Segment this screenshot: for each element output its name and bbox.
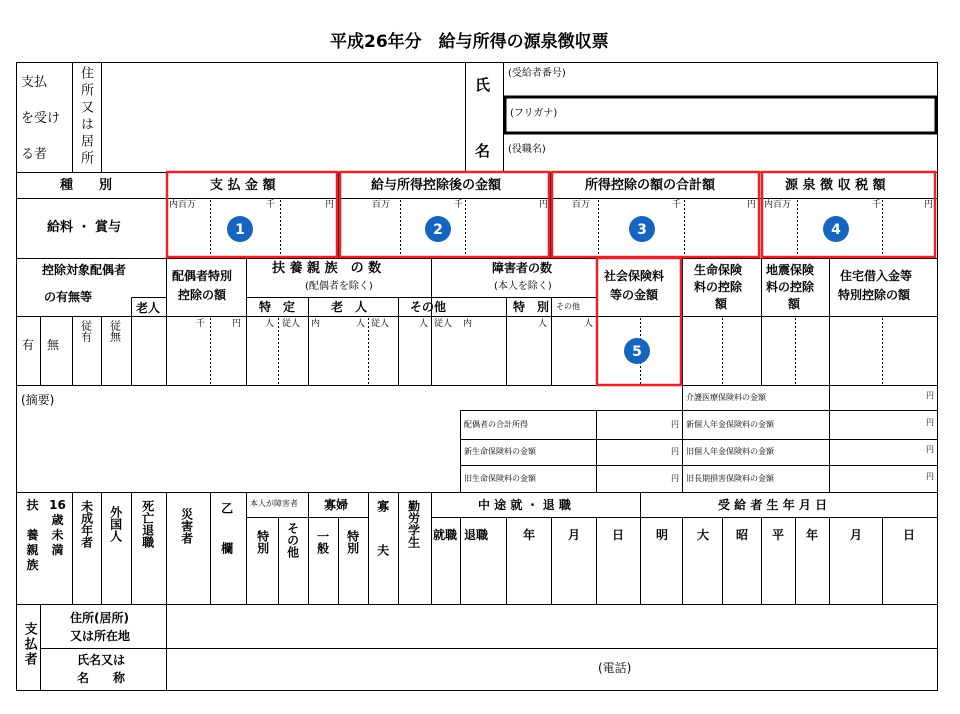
elder-unit-jyunin: 従人 (371, 319, 390, 329)
marker-5-label: 5 (632, 344, 642, 360)
under16-char: 族 (26, 558, 39, 572)
address-label: 住所又は居所 (78, 66, 93, 168)
new-life-label: 新生命保険料の金額 (464, 447, 536, 456)
spouse-income-unit-en: 円 (671, 420, 679, 429)
foreigner-label: 外国人 (108, 506, 123, 542)
spouse-income-label: 配偶者の合計所得 (464, 420, 528, 429)
unit-hyakuman-3: 百万 (572, 200, 591, 210)
self-disabled-label: 本人が障害者 (250, 499, 298, 508)
long-term-label: 旧長期損害保険料の金額 (686, 474, 774, 483)
housing-loan-line2: 特別控除の額 (838, 288, 911, 302)
payer-label: 支払者 (21, 622, 37, 667)
disabled-other: その他 (556, 302, 580, 311)
under16-char: 満 (51, 543, 64, 557)
spouse-special-line2: 控除の額 (178, 288, 227, 302)
birth-meiji: 明 (656, 528, 669, 542)
long-term-unit-en: 円 (926, 472, 934, 481)
housing-loan-line1: 住宅借入金等 (840, 269, 913, 283)
disabled-other-unit-nin: 人 (584, 319, 594, 329)
student-label: 勤労学生 (406, 500, 421, 548)
recipient-label-1: 支払 (21, 75, 48, 90)
payer-address-line1: 住所(居所) (70, 611, 129, 625)
unit-uchi-hyakuman-4: 内百万 (764, 200, 792, 210)
birth-showa: 昭 (736, 528, 749, 542)
otsu-label: 乙欄 (219, 502, 234, 582)
life-insurance-line3: 額 (715, 297, 728, 311)
birth-year: 年 (806, 528, 819, 542)
minor-label: 未成年者 (79, 500, 94, 548)
widow-label: 寡婦 (324, 498, 349, 512)
family-other: その他 (410, 300, 447, 314)
disabled-unit-uchi: 内 (463, 319, 473, 329)
social-insurance-line1: 社会保険料 (604, 269, 665, 283)
deduction-total-header: 所得控除の額の合計額 (585, 178, 716, 193)
spouse-special-unit-en: 円 (232, 319, 242, 329)
withholding-tax-header: 源 泉 徴 収 税 額 (785, 178, 886, 193)
old-life-unit-en: 円 (671, 474, 679, 483)
old-pension-label: 旧個人年金保険料の金額 (686, 447, 774, 456)
special-unit-nin: 人 (265, 319, 275, 329)
family-special: 特 定 (259, 300, 296, 314)
under16-char: 養 (26, 528, 39, 542)
recipient-label-3: る者 (21, 147, 48, 162)
unit-sen-3: 千 (672, 200, 682, 210)
earthquake-insurance-line2: 料の控除 (766, 280, 815, 294)
unit-en-1: 円 (325, 200, 335, 210)
under16-label (20, 498, 70, 573)
disabled-subtitle: (本人を除く) (494, 281, 552, 292)
self-disabled-special: 特別 (255, 530, 270, 554)
midyear-month: 月 (568, 528, 581, 542)
under16-char (45, 558, 70, 573)
elderly-label: 老人 (136, 301, 161, 315)
remarks-label: (摘要) (21, 393, 55, 407)
widower-label: 寡夫 (375, 500, 390, 588)
old-pension-unit-en: 円 (926, 445, 934, 454)
marker-1-label: 1 (235, 222, 245, 238)
midyear-day: 日 (612, 528, 625, 542)
unit-sen-1: 千 (266, 200, 276, 210)
self-disabled-other: その他 (285, 522, 300, 558)
family-subtitle: (配偶者を除く) (305, 281, 373, 292)
spouse-special-line1: 配偶者特別 (172, 269, 233, 283)
furigana-box (505, 97, 936, 133)
under16-char: 未 (51, 528, 64, 542)
nursing-unit-en: 円 (926, 391, 934, 400)
unit-en-3: 円 (747, 200, 757, 210)
payer-name-line2: 名 称 (77, 671, 126, 685)
midyear-year: 年 (523, 528, 536, 542)
pay-amount-header: 支 払 金 額 (210, 178, 276, 193)
jyu-mu-label: 従無 (108, 320, 122, 342)
midyear-hire: 就職 (433, 528, 458, 542)
unit-sen-2: 千 (454, 200, 464, 210)
form-title: 平成26年分 給与所得の源泉徴収票 (330, 32, 609, 52)
unit-hyakuman-2: 百万 (372, 200, 391, 210)
nursing-insurance-label: 介護医療保険料の金額 (686, 393, 766, 402)
recipient-label-2: を受け (21, 111, 61, 126)
widow-special: 特別 (345, 530, 360, 554)
death-retire-label: 死亡退職 (140, 500, 155, 548)
spouse-special-unit-sen: 千 (196, 319, 206, 329)
spouse-header-line1: 控除対象配偶者 (42, 263, 127, 277)
disaster-label: 災害者 (179, 508, 194, 544)
new-life-unit-en: 円 (671, 447, 679, 456)
jyu-yu-label: 従有 (79, 320, 93, 342)
disabled-special: 特 別 (513, 300, 550, 314)
name-label-bottom: 名 (475, 142, 491, 160)
social-insurance-line2: 等の金額 (610, 288, 659, 302)
birth-heisei: 平 (772, 528, 785, 542)
family-title: 扶 養 親 族 の 数 (272, 261, 382, 276)
unit-uchi-hyakuman-1: 内百万 (169, 200, 197, 210)
other-unit-jyunin: 従人 (434, 319, 453, 329)
marker-2-label: 2 (433, 222, 443, 238)
birth-month: 月 (850, 528, 863, 542)
elder-unit-uchi: 内 (311, 319, 321, 329)
under16-char: 親 (26, 543, 39, 557)
new-pension-unit-en: 円 (926, 418, 934, 427)
disabled-special-unit-nin: 人 (538, 319, 548, 329)
special-unit-jyunin: 従人 (282, 319, 301, 329)
type-header: 種 別 (60, 178, 113, 193)
marker-3-label: 3 (637, 222, 647, 238)
life-insurance-line2: 料の控除 (694, 280, 743, 294)
earthquake-insurance-line1: 地震保険 (766, 263, 815, 277)
widow-general: 一般 (315, 530, 330, 554)
new-pension-label: 新個人年金保険料の金額 (686, 420, 774, 429)
birth-taisho: 大 (697, 528, 710, 542)
disabled-title: 障害者の数 (492, 261, 553, 275)
under16-char: 16歳 (49, 498, 66, 527)
name-label-top: 氏 (475, 76, 491, 94)
unit-sen-4: 千 (872, 200, 882, 210)
after-deduction-header: 給与所得控除後の金額 (371, 178, 502, 193)
payer-name-line1: 氏名又は (77, 653, 126, 667)
furigana-label: (フリガナ) (510, 108, 558, 119)
elder-unit-nin: 人 (356, 319, 366, 329)
birth-title: 受 給 者 生 年 月 日 (718, 498, 828, 512)
midyear-title: 中 途 就 ・ 退 職 (478, 498, 571, 512)
row-type-value: 給料 ・ 賞与 (47, 220, 122, 235)
spouse-header-line2: の有無等 (44, 290, 93, 304)
earthquake-insurance-line3: 額 (788, 297, 801, 311)
recipient-address-field[interactable] (102, 63, 464, 172)
spouse-yes: 有 (22, 338, 35, 352)
payer-phone-label: (電話) (598, 661, 632, 675)
life-insurance-line1: 生命保険 (694, 263, 743, 277)
other-unit-nin: 人 (419, 319, 429, 329)
unit-en-4: 円 (924, 200, 934, 210)
midyear-retire: 退職 (464, 528, 489, 542)
under16-char: 扶 (26, 498, 39, 512)
job-title-label: (役職名) (508, 144, 546, 155)
spouse-no: 無 (47, 338, 60, 352)
payer-address-line2: 又は所在地 (70, 629, 131, 643)
family-elder: 老 人 (331, 300, 368, 314)
old-life-label: 旧生命保険料の金額 (464, 474, 536, 483)
birth-day: 日 (903, 528, 916, 542)
recipient-number-label: (受給者番号) (508, 68, 566, 79)
marker-4-label: 4 (831, 222, 841, 238)
unit-en-2: 円 (539, 200, 549, 210)
